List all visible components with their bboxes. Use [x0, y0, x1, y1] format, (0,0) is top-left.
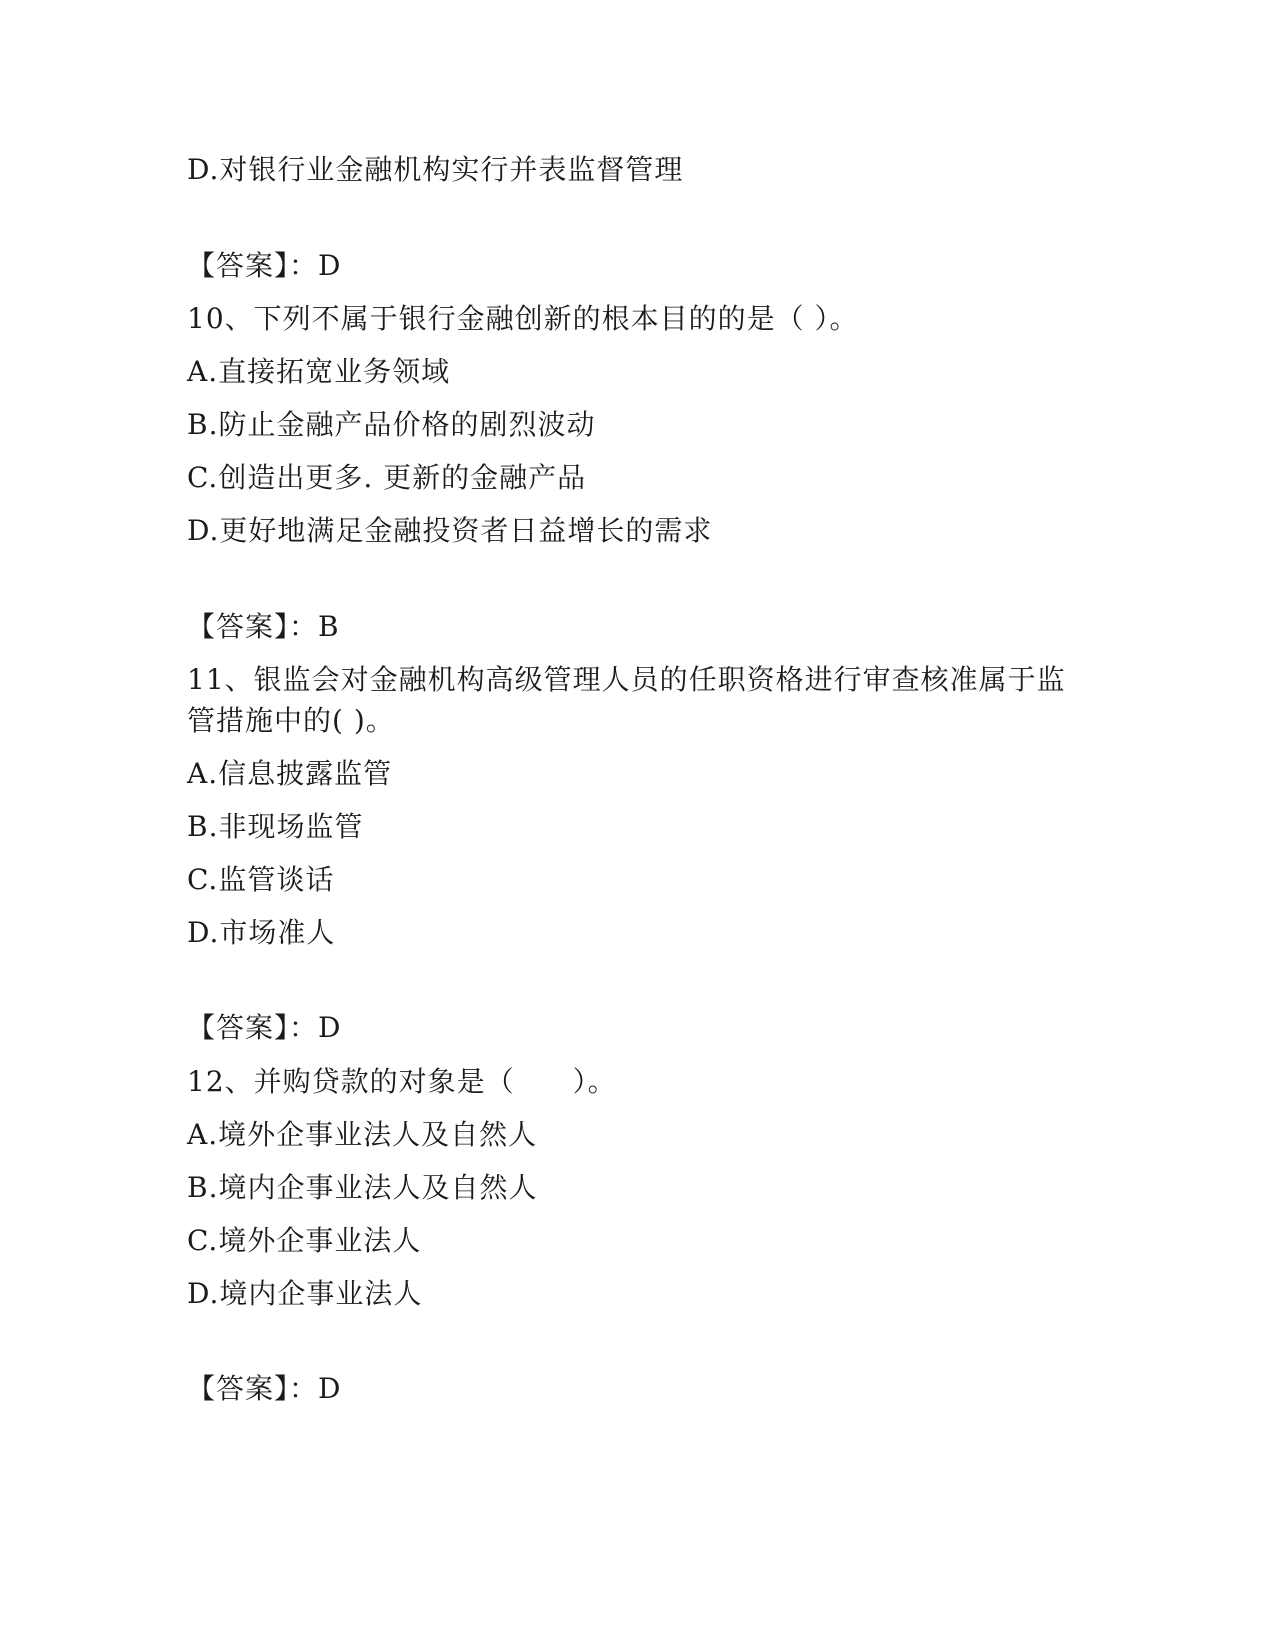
q11-stem-line2: 管措施中的( )。: [187, 704, 395, 737]
q12-option-b: B.境内企事业法人及自然人: [187, 1171, 538, 1204]
q10-option-c: C.创造出更多. 更新的金融产品: [187, 461, 587, 494]
q10-option-d: D.更好地满足金融投资者日益增长的需求: [187, 514, 713, 547]
prev-answer: 【答案】：D: [187, 249, 342, 282]
q10-option-a: A.直接拓宽业务领域: [187, 355, 451, 388]
q11-option-d: D.市场准人: [187, 916, 336, 949]
q12-option-c: C.境外企事业法人: [187, 1224, 422, 1257]
q12-option-d: D.境内企事业法人: [187, 1277, 423, 1310]
q11-answer: 【答案】：D: [187, 1011, 342, 1044]
q11-option-a: A.信息披露监管: [187, 757, 393, 790]
q10-answer: 【答案】：B: [187, 610, 340, 643]
q11-stem-line1: 11、银监会对金融机构高级管理人员的任职资格进行审查核准属于监: [187, 663, 1066, 696]
q10-stem: 10、下列不属于银行金融创新的根本目的的是（ ）。: [187, 302, 859, 335]
q12-answer: 【答案】：D: [187, 1372, 342, 1405]
q12-option-a: A.境外企事业法人及自然人: [187, 1118, 538, 1151]
q10-option-b: B.防止金融产品价格的剧烈波动: [187, 408, 596, 441]
q11-option-c: C.监管谈话: [187, 863, 335, 896]
q11-option-b: B.非现场监管: [187, 810, 364, 843]
prev-option-d: D.对银行业金融机构实行并表监督管理: [187, 153, 684, 186]
q12-stem: 12、并购贷款的对象是（ ）。: [187, 1065, 617, 1098]
